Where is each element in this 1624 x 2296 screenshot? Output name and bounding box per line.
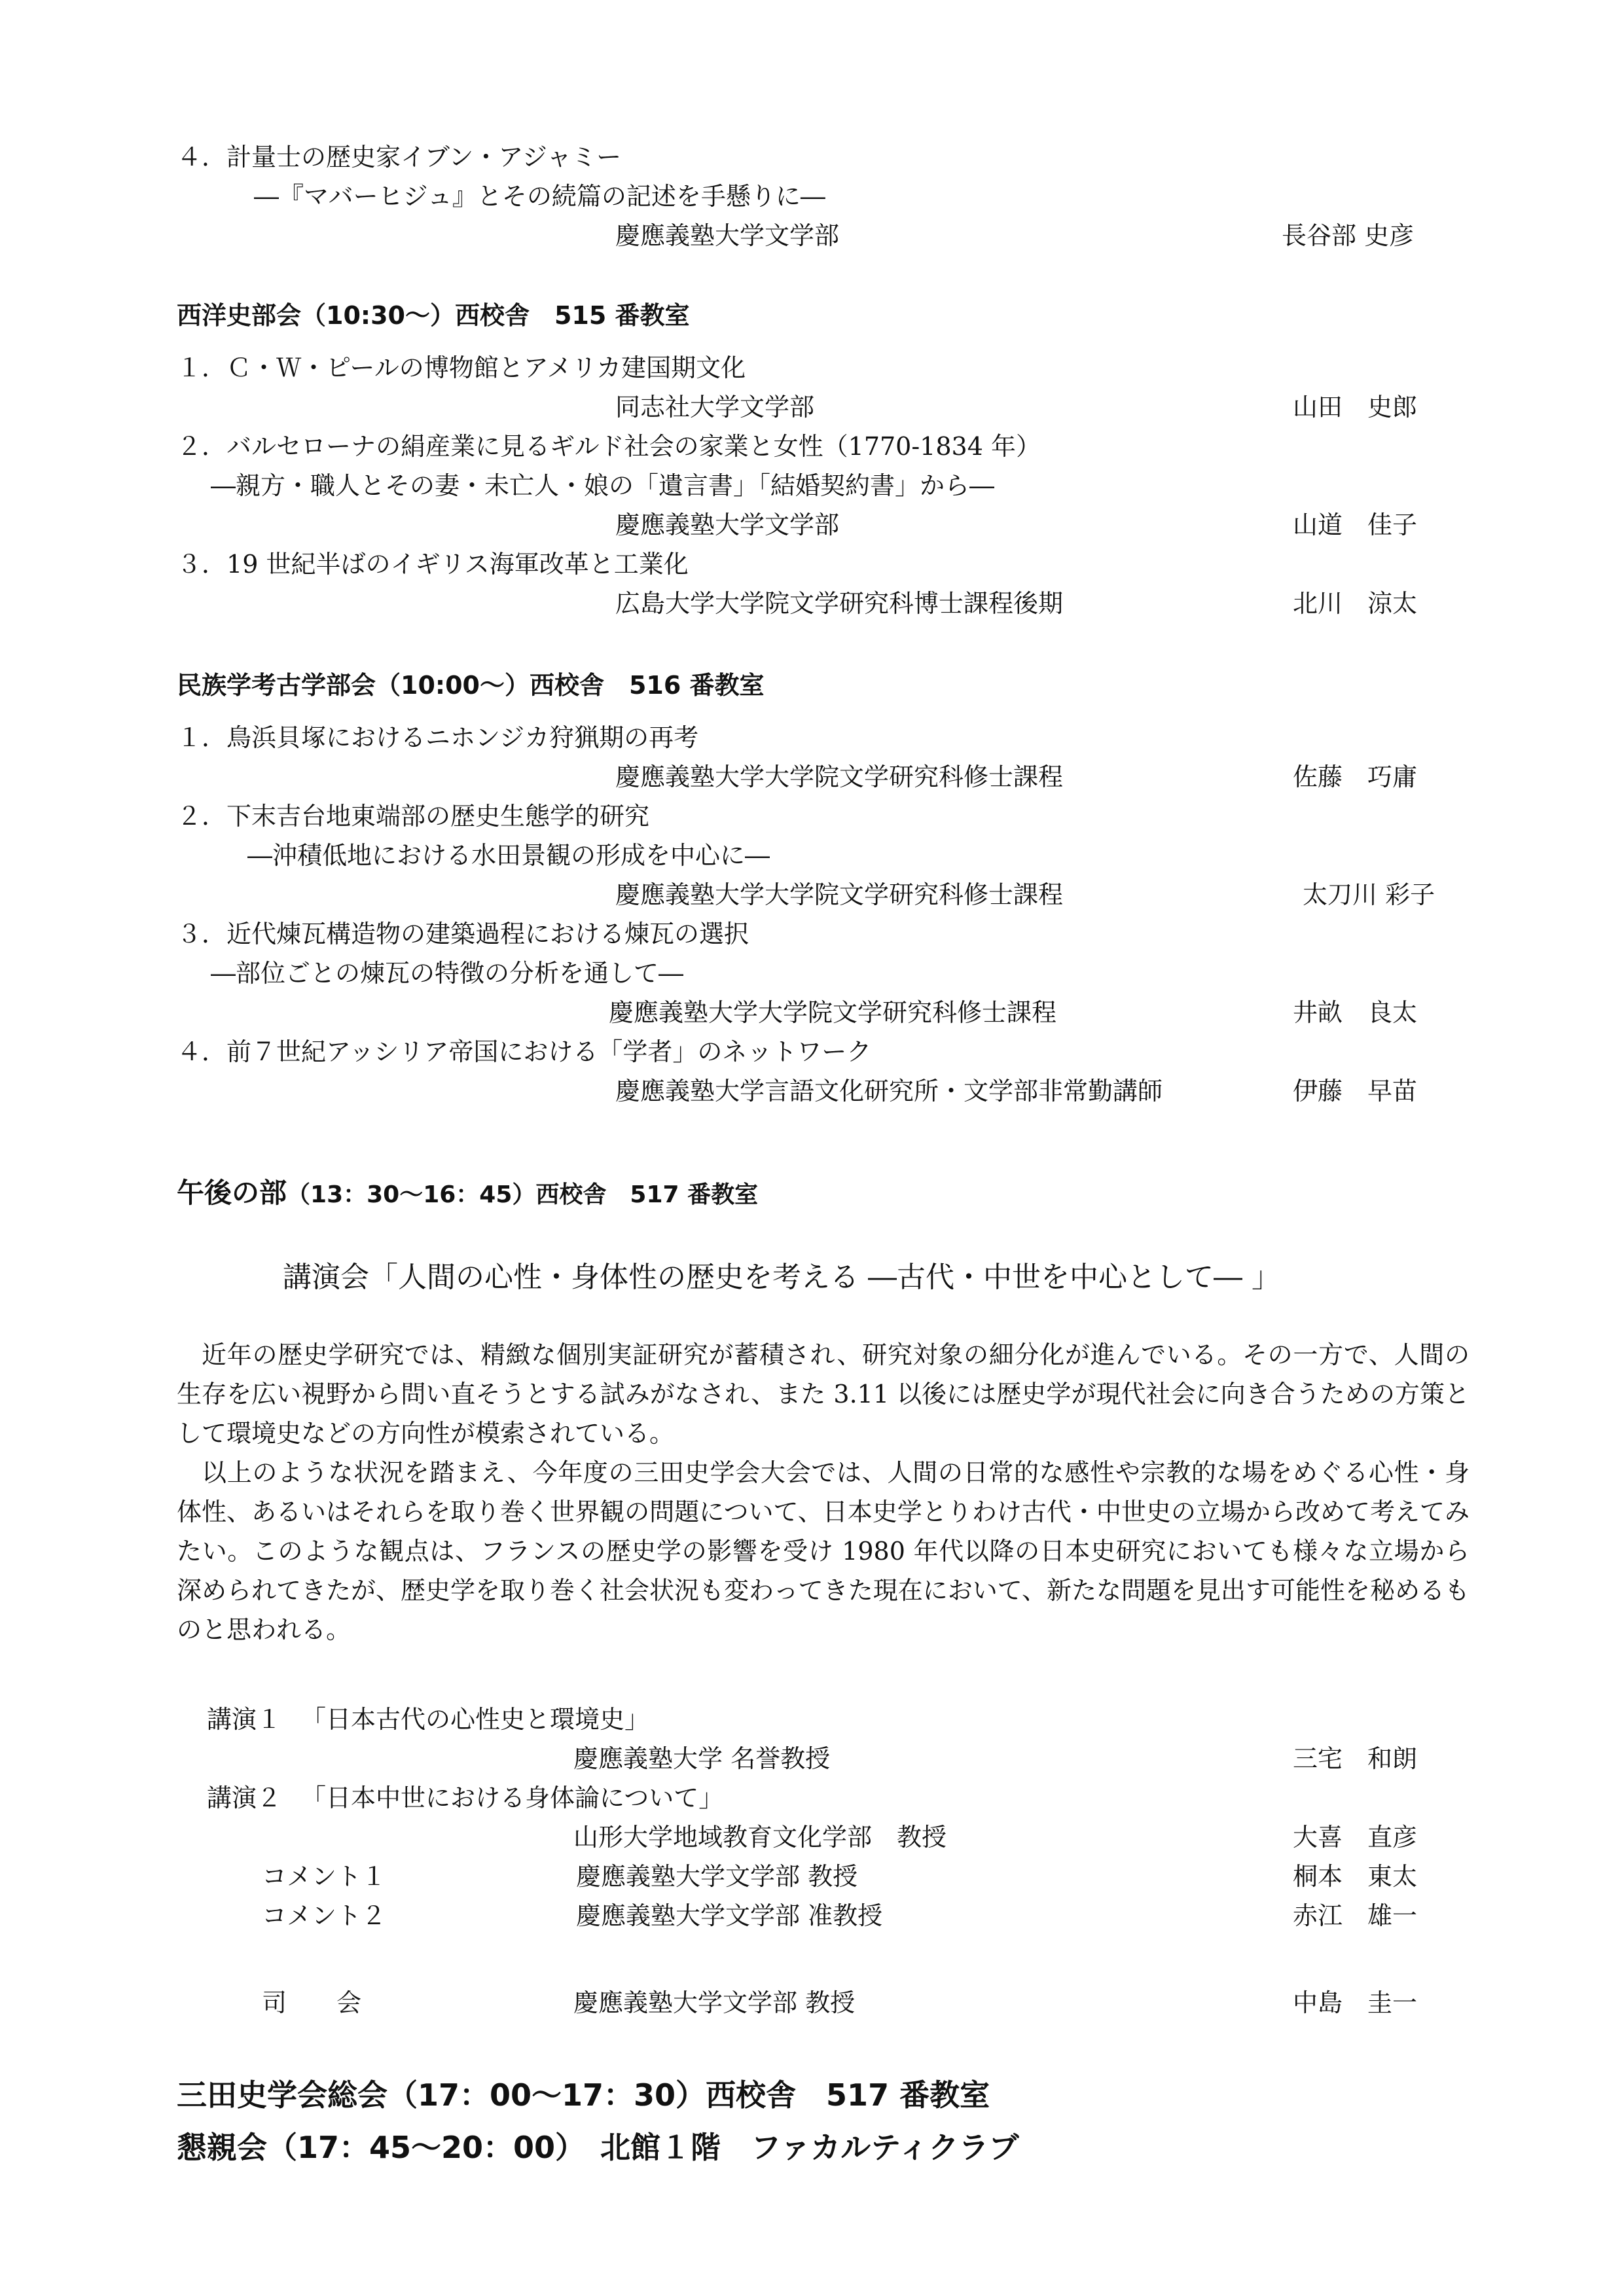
lecture-label: 講演２ bbox=[207, 1784, 282, 1812]
comment-1-affiliation: 慶應義塾大学文学部 教授 bbox=[576, 1862, 858, 1891]
reception-heading: 懇親会（17：45～20：00） 北館１階 ファカルティクラブ bbox=[177, 2130, 1019, 2165]
lecture-title: 「日本古代の心性史と環境史」 bbox=[301, 1705, 650, 1734]
section-heading-afternoon bbox=[177, 1177, 758, 1210]
item-title bbox=[177, 920, 749, 950]
section-heading-western-history: 西洋史部会（10:30～）西校舎 515 番教室 bbox=[177, 301, 690, 330]
comment-2-affiliation: 慶應義塾大学文学部 准教授 bbox=[576, 1901, 883, 1930]
general-meeting-heading: 三田史学会総会（17：00～17：30）西校舎 517 番教室 bbox=[177, 2077, 990, 2113]
item-presenter: 井畝 良太 bbox=[1293, 998, 1418, 1027]
item-title-text: 下末吉台地東端部の歴史生態学的研究 bbox=[226, 802, 650, 831]
lecture-affiliation: 山形大学地域教育文化学部 教授 bbox=[573, 1823, 947, 1852]
item-presenter: 山田 史郎 bbox=[1293, 393, 1418, 422]
item-title bbox=[177, 802, 649, 832]
lecture-1-line bbox=[207, 1705, 649, 1735]
item-number: ４． bbox=[177, 1037, 227, 1066]
lecture-2-line bbox=[207, 1784, 723, 1814]
item-presenter: 佐藤 巧庸 bbox=[1293, 762, 1418, 791]
comment-2-name: 赤江 雄一 bbox=[1293, 1901, 1418, 1930]
item-subtitle: ―親方・職人とその妻・未亡人・娘の「遺言書」「結婚契約書」から― bbox=[211, 471, 995, 500]
item-affiliation: 広島大学大学院文学研究科博士課程後期 bbox=[615, 589, 1064, 618]
item-title-text: 近代煉瓦構造物の建築過程における煉瓦の選択 bbox=[226, 920, 749, 948]
item-number: ２． bbox=[177, 802, 227, 831]
item-affiliation: 慶應義塾大学文学部 bbox=[615, 221, 840, 250]
intro-paragraph-2: 以上のような状況を踏まえ、今年度の三田史学会大会では、人間の日常的な感性や宗教的な場をめぐる心性・身体性、あるいはそれらを取り巻く世界観の問題について、日本史学とりわけ古代・中世史の立場から改めて考えてみたい。このような観点は、フランスの歴史学の影響を受け 1980 年代以降の日本史研究においても様々な立場から深められてきたが、歴史学を取り巻く社会状況も変わってきた現在において、新たな問題を見出す可能性を秘めるものと思われる。 bbox=[177, 1458, 1470, 1644]
item-affiliation: 慶應義塾大学言語文化研究所・文学部非常勤講師 bbox=[615, 1077, 1163, 1105]
lecture-affiliation: 慶應義塾大学 名誉教授 bbox=[573, 1744, 831, 1773]
item-affiliation: 同志社大学文学部 bbox=[615, 393, 815, 422]
lecture-series-title: 講演会「人間の心性・身体性の歴史を考える ―古代・中世を中心として― 」 bbox=[283, 1261, 1280, 1294]
item-presenter: 伊藤 早苗 bbox=[1293, 1077, 1418, 1105]
chair-name: 中島 圭一 bbox=[1293, 1988, 1418, 2017]
item-presenter: 北川 涼太 bbox=[1293, 589, 1418, 618]
item-title bbox=[177, 723, 698, 753]
item-title bbox=[177, 353, 746, 384]
item-number: ４． bbox=[177, 143, 227, 171]
item-subtitle: ―『マバーヒジュ』とその続篇の記述を手懸りに― bbox=[254, 182, 825, 211]
item-title bbox=[177, 1037, 871, 1067]
item-presenter: 長谷部 史彦 bbox=[1282, 221, 1415, 250]
lecture-speaker: 三宅 和朗 bbox=[1293, 1744, 1418, 1773]
lecture-label: 講演１ bbox=[207, 1705, 282, 1734]
item-number: １． bbox=[177, 353, 227, 382]
afternoon-heading-main: 午後の部 bbox=[177, 1177, 287, 1209]
item-affiliation: 慶應義塾大学大学院文学研究科修士課程 bbox=[609, 998, 1057, 1027]
item-title-text: Ｃ・Ｗ・ピールの博物館とアメリカ建国期文化 bbox=[226, 353, 746, 382]
item-number: １． bbox=[177, 723, 227, 752]
item-title-text: 鳥浜貝塚におけるニホンジカ狩猟期の再考 bbox=[226, 723, 699, 752]
item-presenter: 太刀川 彩子 bbox=[1303, 880, 1435, 909]
chair-label: 司 会 bbox=[262, 1988, 362, 2017]
item-number: ２． bbox=[177, 432, 227, 461]
item-presenter: 山道 佳子 bbox=[1293, 511, 1418, 539]
item-number: ３． bbox=[177, 550, 227, 579]
item-title-text: 19 世紀半ばのイギリス海軍改革と工業化 bbox=[226, 550, 689, 579]
comment-1-name: 桐本 東太 bbox=[1293, 1862, 1418, 1891]
item-title bbox=[177, 550, 689, 580]
item-subtitle: ―部位ごとの煉瓦の特徴の分析を通して― bbox=[211, 959, 684, 988]
afternoon-heading-rest: （13：30～16：45）西校舎 517 番教室 bbox=[287, 1181, 759, 1208]
item-title bbox=[177, 432, 1041, 462]
chair-affiliation: 慶應義塾大学文学部 教授 bbox=[573, 1988, 856, 2017]
item-affiliation: 慶應義塾大学文学部 bbox=[615, 511, 840, 539]
lecture-title: 「日本中世における身体論について」 bbox=[301, 1784, 724, 1812]
item-title-text: 計量士の歴史家イブン・アジャミー bbox=[226, 143, 622, 171]
item-number: ３． bbox=[177, 920, 227, 948]
item-affiliation: 慶應義塾大学大学院文学研究科修士課程 bbox=[615, 762, 1064, 791]
comment-1-label: コメント１ bbox=[262, 1862, 387, 1891]
item-affiliation: 慶應義塾大学大学院文学研究科修士課程 bbox=[615, 880, 1064, 909]
item-title bbox=[177, 143, 621, 173]
intro-paragraph-1: 近年の歴史学研究では、精緻な個別実証研究が蓄積され、研究対象の細分化が進んでいる。その一方で、人間の生存を広い視野から問い直そうとする試みがなされ、また 3.11 以後には歴史学が現代社会に向き合うための方策として環境史などの方向性が模索されている。 bbox=[177, 1340, 1470, 1448]
item-title-text: バルセローナの絹産業に見るギルド社会の家業と女性（1770-1834 年） bbox=[226, 432, 1041, 461]
lecture-speaker: 大喜 直彦 bbox=[1293, 1823, 1418, 1852]
comment-2-label: コメント２ bbox=[262, 1901, 387, 1930]
item-subtitle: ―沖積低地における水田景観の形成を中心に― bbox=[247, 841, 770, 870]
section-heading-ethnology: 民族学考古学部会（10:00～）西校舎 516 番教室 bbox=[177, 671, 765, 700]
item-title-text: 前７世紀アッシリア帝国における「学者」のネットワーク bbox=[226, 1037, 872, 1066]
